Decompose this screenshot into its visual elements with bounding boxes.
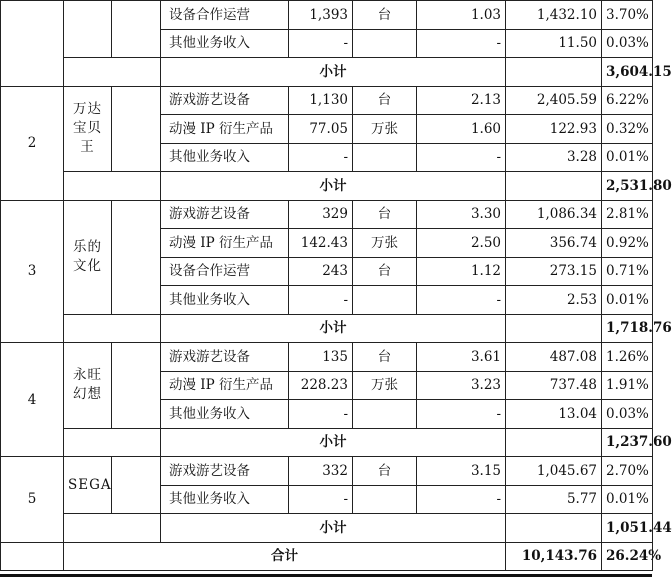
amount-cell: 487.08 — [506, 343, 602, 372]
spacer-cell — [112, 343, 161, 429]
quantity-cell: 1,393 — [289, 1, 353, 30]
quantity-cell: - — [289, 286, 353, 315]
amount-cell: 1,045.67 — [506, 457, 602, 486]
unit-cell: 万张 — [353, 371, 417, 400]
row-index-cell: 2 — [1, 86, 64, 200]
total-percent: 26.24% — [602, 542, 653, 571]
unit-cell — [353, 286, 417, 315]
customer-name-cell — [64, 1, 112, 58]
unit-cell: 台 — [353, 343, 417, 372]
spacer-cell — [64, 58, 161, 87]
amount-cell: 2.53 — [506, 286, 602, 315]
unit-price-cell: - — [417, 400, 506, 429]
quantity-cell: - — [289, 29, 353, 58]
unit-cell: 台 — [353, 257, 417, 286]
product-cell: 游戏游艺设备 — [161, 200, 289, 229]
product-cell: 其他业务收入 — [161, 400, 289, 429]
total-label: 合计 — [64, 542, 506, 571]
spacer-cell — [506, 172, 602, 201]
subtotal-row — [1, 314, 653, 343]
quantity-cell: 1,130 — [289, 86, 353, 115]
spacer-cell — [506, 514, 602, 543]
product-cell: 其他业务收入 — [161, 29, 289, 58]
customer-name-cell: 永旺幻想 — [64, 343, 112, 429]
table-row — [1, 200, 653, 229]
percent-cell: 1.91% — [602, 371, 653, 400]
unit-price-cell: 1.60 — [417, 115, 506, 144]
table-row — [1, 1, 653, 30]
subtotal-amount: 1,051.44 — [602, 514, 653, 543]
amount-cell: 5.77 — [506, 485, 602, 514]
product-cell: 其他业务收入 — [161, 286, 289, 315]
percent-cell: 0.01% — [602, 485, 653, 514]
spacer-cell — [64, 514, 161, 543]
subtotal-amount: 1,237.60 — [602, 428, 653, 457]
amount-cell: 122.93 — [506, 115, 602, 144]
spacer-cell — [112, 200, 161, 314]
unit-cell: 万张 — [353, 115, 417, 144]
customer-name-cell: 乐的文化 — [64, 200, 112, 314]
unit-price-cell: 1.12 — [417, 257, 506, 286]
product-cell: 其他业务收入 — [161, 485, 289, 514]
spacer-cell — [112, 86, 161, 172]
total-amount: 10,143.76 — [506, 542, 602, 571]
product-cell: 游戏游艺设备 — [161, 86, 289, 115]
quantity-cell: - — [289, 400, 353, 429]
subtotal-amount: 1,718.76 — [602, 314, 653, 343]
subtotal-amount: 2,531.80 — [602, 172, 653, 201]
quantity-cell: 77.05 — [289, 115, 353, 144]
spacer-cell — [64, 172, 161, 201]
unit-price-cell: 3.15 — [417, 457, 506, 486]
total-row — [1, 542, 653, 571]
percent-cell: 6.22% — [602, 86, 653, 115]
quantity-cell: - — [289, 143, 353, 172]
quantity-cell: 142.43 — [289, 229, 353, 258]
product-cell: 动漫 IP 衍生产品 — [161, 371, 289, 400]
spacer-cell — [112, 457, 161, 514]
percent-cell: 2.70% — [602, 457, 653, 486]
unit-price-cell: 2.13 — [417, 86, 506, 115]
amount-cell: 3.28 — [506, 143, 602, 172]
percent-cell: 0.32% — [602, 115, 653, 144]
unit-price-cell: 3.61 — [417, 343, 506, 372]
percent-cell: 1.26% — [602, 343, 653, 372]
unit-price-cell: 3.23 — [417, 371, 506, 400]
unit-cell: 台 — [353, 1, 417, 30]
unit-cell — [353, 29, 417, 58]
subtotal-row — [1, 58, 653, 87]
row-index-cell: 5 — [1, 457, 64, 543]
product-cell: 设备合作运营 — [161, 257, 289, 286]
unit-cell: 台 — [353, 200, 417, 229]
subtotal-label: 小计 — [161, 58, 506, 87]
spacer-cell — [506, 314, 602, 343]
amount-cell: 11.50 — [506, 29, 602, 58]
unit-cell: 台 — [353, 86, 417, 115]
quantity-cell: 329 — [289, 200, 353, 229]
product-cell: 游戏游艺设备 — [161, 457, 289, 486]
product-cell: 其他业务收入 — [161, 143, 289, 172]
quantity-cell: 243 — [289, 257, 353, 286]
unit-price-cell: - — [417, 29, 506, 58]
quantity-cell: 135 — [289, 343, 353, 372]
percent-cell: 0.92% — [602, 229, 653, 258]
subtotal-row — [1, 428, 653, 457]
spacer-cell — [1, 542, 64, 571]
amount-cell: 356.74 — [506, 229, 602, 258]
spacer-cell — [506, 58, 602, 87]
product-cell: 设备合作运营 — [161, 1, 289, 30]
amount-cell: 1,432.10 — [506, 1, 602, 30]
customer-name-cell: SEGA — [64, 457, 112, 514]
unit-price-cell: 2.50 — [417, 229, 506, 258]
subtotal-label: 小计 — [161, 514, 506, 543]
spacer-cell — [112, 1, 161, 58]
product-cell: 游戏游艺设备 — [161, 343, 289, 372]
unit-price-cell: 3.30 — [417, 200, 506, 229]
amount-cell: 2,405.59 — [506, 86, 602, 115]
amount-cell: 1,086.34 — [506, 200, 602, 229]
amount-cell: 737.48 — [506, 371, 602, 400]
row-index-cell — [1, 1, 64, 87]
unit-price-cell: 1.03 — [417, 1, 506, 30]
unit-cell: 台 — [353, 457, 417, 486]
subtotal-row — [1, 172, 653, 201]
customer-name-cell: 万达宝贝王 — [64, 86, 112, 172]
subtotal-row — [1, 514, 653, 543]
table-row — [1, 343, 653, 372]
product-cell: 动漫 IP 衍生产品 — [161, 115, 289, 144]
percent-cell: 0.01% — [602, 143, 653, 172]
percent-cell: 0.03% — [602, 29, 653, 58]
unit-cell — [353, 400, 417, 429]
spacer-cell — [506, 428, 602, 457]
spacer-cell — [64, 314, 161, 343]
unit-cell: 万张 — [353, 229, 417, 258]
subtotal-label: 小计 — [161, 172, 506, 201]
table-row — [1, 457, 653, 486]
unit-price-cell: - — [417, 485, 506, 514]
subtotal-amount: 3,604.15 — [602, 58, 653, 87]
percent-cell: 2.81% — [602, 200, 653, 229]
unit-cell — [353, 143, 417, 172]
unit-price-cell: - — [417, 143, 506, 172]
spacer-cell — [64, 428, 161, 457]
quantity-cell: 228.23 — [289, 371, 353, 400]
quantity-cell: 332 — [289, 457, 353, 486]
quantity-cell: - — [289, 485, 353, 514]
unit-cell — [353, 485, 417, 514]
product-cell: 动漫 IP 衍生产品 — [161, 229, 289, 258]
subtotal-label: 小计 — [161, 428, 506, 457]
percent-cell: 3.70% — [602, 1, 653, 30]
amount-cell: 273.15 — [506, 257, 602, 286]
subtotal-label: 小计 — [161, 314, 506, 343]
percent-cell: 0.71% — [602, 257, 653, 286]
table-row — [1, 86, 653, 115]
percent-cell: 0.01% — [602, 286, 653, 315]
unit-price-cell: - — [417, 286, 506, 315]
row-index-cell: 4 — [1, 343, 64, 457]
amount-cell: 13.04 — [506, 400, 602, 429]
row-index-cell: 3 — [1, 200, 64, 343]
percent-cell: 0.03% — [602, 400, 653, 429]
